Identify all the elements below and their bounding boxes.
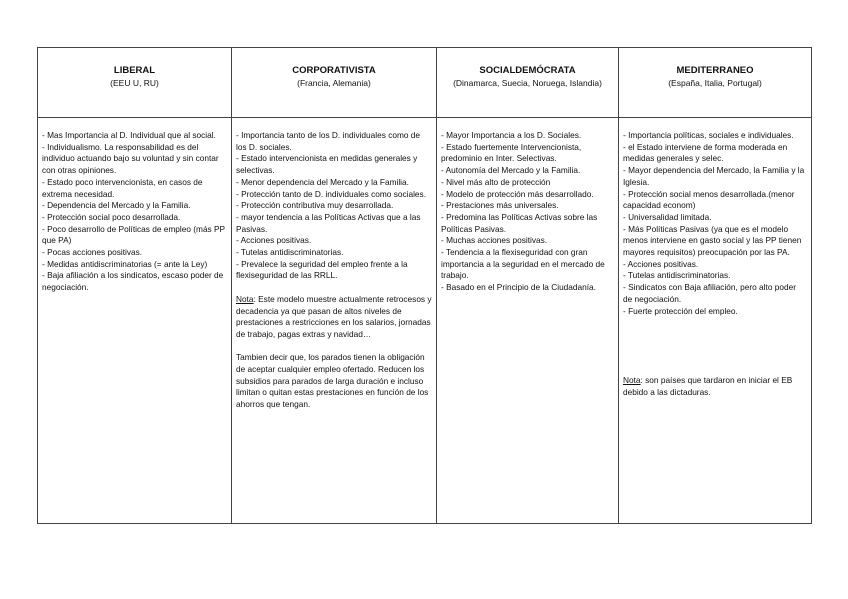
header-cell-liberal: [38, 48, 232, 118]
header-cell-corporativista: [232, 48, 437, 118]
list-item: - Modelo de protección más desarrollado.: [441, 188, 594, 199]
list-item: - Estado fuertemente Intervencionista, predominio en Inter. Selectivas.: [441, 141, 582, 164]
list-item: - Prevalece la seguridad del empleo frente a la flexiseguridad de las RRLL.: [236, 258, 408, 281]
list-item: - Prestaciones más universales.: [441, 200, 559, 211]
body-row: [38, 118, 812, 524]
list-item: - Autonomía del Mercado y la Familia.: [441, 165, 581, 176]
body-cell-mediterraneo: [619, 118, 812, 524]
list-item: - Importancia tanto de los D. individuales como de los D. sociales.: [236, 130, 421, 152]
list-item: - Tendencia a la flexiseguridad con gran importancia a la seguridad en el mercado de trabajo.: [441, 247, 605, 281]
list-item: - Importancia políticas, sociales e individuales.: [623, 130, 794, 140]
list-item: - Estado intervencionista en medidas generales y selectivas.: [236, 153, 418, 176]
list-item: - Predomina las Políticas Activas sobre las Políticas Pasivas.: [441, 211, 598, 234]
list-item: - Acciones positivas.: [623, 258, 699, 269]
column-subtitle: (Francia, Alemania): [297, 78, 371, 88]
body-cell-socialdemocrata: [437, 118, 619, 524]
list-item: - Universalidad limitada.: [623, 211, 712, 222]
list-item: - Basado en el Principio de la Ciudadanía.: [441, 282, 596, 293]
list-item: - Estado poco intervencionista, en casos de extrema necesidad.: [42, 176, 203, 199]
list-item: - Mayor Importancia a los D. Sociales.: [441, 130, 582, 140]
list-item: - Sindicatos con Baja afiliación, pero alto poder de negociación.: [623, 282, 796, 304]
column-subtitle: (España, Italia, Portugal): [668, 78, 762, 88]
column-title: LIBERAL: [113, 65, 156, 76]
list-item: - Acciones positivas.: [236, 235, 312, 246]
note-paragraph: [236, 294, 432, 341]
column-subtitle: (EEU U, RU): [110, 78, 159, 88]
list-item: - mayor tendencia a las Políticas Activas que a las Pasivas.: [236, 211, 421, 234]
note-text: : Este modelo muestre actualmente retrocesos y decadencia ya que pasan de altos niveles de prestaciones a restricciones en los salarios, jornadas de trabajo, pagas extras y navidad…: [236, 293, 432, 339]
list-item: - Dependencia del Mercado y la Familia.: [42, 200, 191, 211]
list-item: - Más Políticas Pasivas (ya que es el modelo menos interviene en gasto social y las PP tienen mayores requisitos) preocupación por las PA.: [623, 223, 802, 258]
list-item: - Poco desarrollo de Políticas de empleo (más PP que PA): [42, 223, 225, 246]
list-item: - Protección social menos desarrollada.(menor capacidad econom): [623, 188, 795, 211]
list-item: - Mayor dependencia del Mercado, la Familia y la Iglesia.: [623, 165, 805, 187]
list-item: - Fuerte protección del empleo.: [623, 305, 738, 316]
welfare-models-table: [37, 47, 812, 524]
column-title: MEDITERRANEO: [676, 65, 754, 76]
header-cell-socialdemocrata: [437, 48, 619, 118]
column-subtitle: (Dinamarca, Suecia, Noruega, Islandia): [453, 78, 602, 88]
list-item: - Muchas acciones positivas.: [441, 235, 548, 246]
list-item: - Baja afiliación a los sindicatos, escaso poder de negociación.: [42, 270, 224, 293]
body-cell-corporativista: [232, 118, 437, 524]
extra-paragraph: Tambien decir que, los parados tienen la obligación de aceptar cualquier empleo ofertado. Reducen los subsidios para parados de larga duración e incluso limitan o quitan estas prestaciones en función de los ahorros que tengan.: [236, 352, 429, 410]
note-text: : son países que tardaron en iniciar el EB debido a las dictaduras.: [623, 375, 793, 397]
header-row: [38, 48, 812, 118]
column-title: CORPORATIVISTA: [292, 65, 376, 76]
body-cell-liberal: [38, 118, 232, 524]
note-paragraph: [623, 375, 807, 398]
note-label: Nota: [623, 375, 641, 386]
note-label: Nota: [236, 293, 254, 304]
list-item: - Menor dependencia del Mercado y la Familia.: [236, 176, 409, 187]
list-item: - Protección tanto de D. individuales como sociales.: [236, 188, 427, 199]
list-item: - Individualismo. La responsabilidad es del individuo actuando bajo su voluntad y sin contar con otras opiniones.: [42, 141, 219, 176]
header-cell-mediterraneo: [619, 48, 812, 118]
list-item: - Nivel más alto de protección: [441, 176, 551, 187]
column-title: SOCIALDEMÓCRATA: [479, 65, 576, 76]
list-item: - Protección social poco desarrollada.: [42, 211, 181, 222]
list-item: - Tutelas antidiscriminatorias.: [236, 247, 344, 258]
list-item: - Protección contributiva muy desarrollada.: [236, 200, 394, 211]
list-item: - Medidas antidiscriminatorias (= ante la Ley): [42, 258, 208, 269]
list-item: - Pocas acciones positivas.: [42, 247, 143, 258]
list-item: - el Estado interviene de forma moderada en medidas generales y selec.: [623, 141, 788, 164]
list-item: - Tutelas antidiscriminatorias.: [623, 270, 731, 281]
list-item: - Mas Importancia al D. Individual que al social.: [42, 130, 216, 140]
